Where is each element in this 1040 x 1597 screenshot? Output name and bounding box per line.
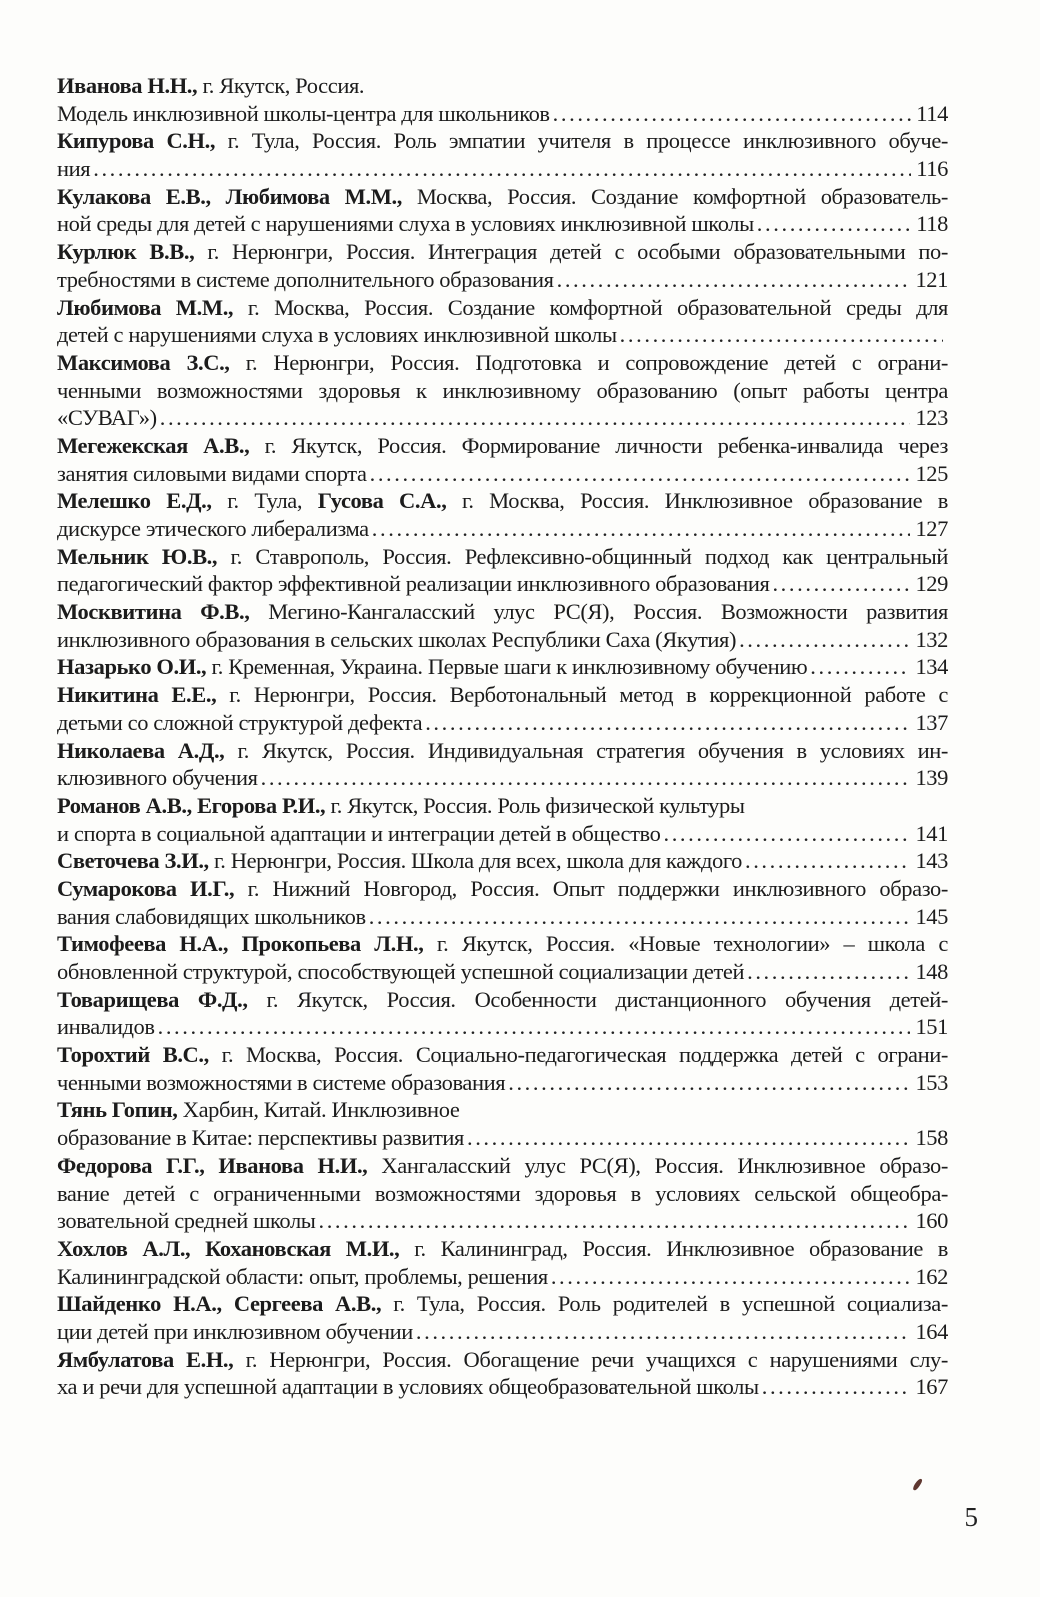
author-name: Федорова Г.Г., Иванова Н.И., (57, 1152, 368, 1178)
entry-text: г. Нерюнгри, Россия. Школа для всех, школа для каждого (208, 848, 742, 874)
dot-leader (553, 100, 912, 128)
dot-leader (745, 847, 910, 875)
entry-text: г. Нерюнгри, Россия. Верботональный метод в коррекционной работе с (216, 682, 948, 708)
toc-page-ref: 121 (915, 266, 948, 292)
toc-line (57, 404, 948, 432)
entry-text: Мегино-Кангаласский улус РС(Я), Россия. Возможности развития (249, 599, 948, 625)
toc-line-text (57, 1263, 548, 1291)
toc-line-text (57, 570, 769, 598)
toc-line (57, 986, 948, 1014)
toc-page-ref: 134 (915, 654, 948, 680)
entry-text: «СУВАГ») (57, 405, 157, 431)
author-name: Мелешко Е.Д., (57, 488, 212, 514)
table-of-contents (57, 72, 948, 1401)
toc-line (57, 570, 948, 598)
toc-line-text (57, 1124, 464, 1152)
toc-line (57, 155, 948, 183)
toc-line-text (57, 488, 948, 513)
entry-text: г. Нижний Новгород, Россия. Опыт поддержки инклюзивного образо- (234, 875, 948, 901)
toc-line (57, 903, 948, 931)
toc-line-text (57, 1318, 413, 1346)
entry-text: занятия силовыми видами спорта (57, 460, 367, 486)
toc-line-text (57, 653, 807, 681)
entry-text: ния (57, 156, 91, 182)
toc-page-ref: 145 (915, 903, 948, 929)
toc-line-text (57, 626, 736, 654)
toc-line (57, 238, 948, 266)
toc-line-text (57, 128, 948, 153)
toc-line (57, 737, 948, 765)
toc-line (57, 127, 948, 155)
entry-text: дискурсе этического либерализма (57, 516, 369, 541)
toc-page-ref: 116 (916, 156, 948, 182)
toc-line-text (57, 210, 754, 238)
toc-line-text (57, 682, 948, 707)
toc-line-text (57, 1013, 155, 1041)
entry-text: г. Якутск, Россия. «Новые технологии» – школа с (423, 931, 948, 957)
toc-page-ref: 137 (915, 709, 948, 735)
dot-leader (739, 626, 910, 654)
dot-leader (416, 1318, 911, 1346)
toc-line (57, 1346, 948, 1374)
toc-line-text (57, 1347, 948, 1372)
entry-text: обновленной структурой, способствующей успешной социализации детей (57, 959, 745, 984)
toc-line-text (57, 1373, 759, 1401)
page-number: 5 (964, 1502, 978, 1532)
dot-leader (93, 155, 911, 183)
toc-line (57, 681, 948, 709)
toc-line-text (57, 1069, 505, 1097)
toc-line (57, 626, 948, 654)
dot-leader (372, 515, 911, 543)
toc-line-text (57, 460, 367, 488)
entry-text: г. Якутск, Россия. Особенности дистанционного обучения детей- (247, 986, 948, 1012)
entry-text: требностями в системе дополнительного образования (57, 266, 554, 292)
toc-line-text (57, 515, 369, 543)
entry-text: г. Нерюнгри, Россия. Обогащение речи учащихся с нарушениями слу- (233, 1346, 948, 1372)
entry-text: детьми со сложной структурой дефекта (57, 709, 423, 735)
toc-line (57, 377, 948, 405)
entry-text: ченными возможностями здоровья к инклюзивному образованию (опыт работы центра (57, 377, 948, 403)
toc-line-text (57, 1181, 948, 1206)
entry-text: г. Якутск, Россия. (197, 73, 365, 98)
toc-line (57, 72, 948, 100)
entry-text: г. Якутск, Россия. Роль физической культуры (325, 792, 745, 818)
toc-line (57, 100, 948, 128)
toc-line (57, 930, 948, 958)
toc-line (57, 764, 948, 792)
toc-line (57, 432, 948, 460)
toc-line (57, 1152, 948, 1180)
entry-text: ции детей при инклюзивном обучении (57, 1318, 413, 1344)
toc-page-ref: 158 (915, 1125, 948, 1151)
entry-text: г. Кременная, Украина. Первые шаги к инклюзивному обучению (206, 654, 808, 680)
toc-line-text (57, 433, 948, 458)
author-name: Ямбулатова Е.Н., (57, 1346, 234, 1372)
toc-line-text (57, 987, 948, 1012)
entry-text: клюзивного обучения (57, 765, 258, 791)
toc-line (57, 709, 948, 737)
dot-leader (663, 820, 910, 848)
toc-page-ref: 164 (915, 1318, 948, 1344)
entry-text: г. Тула, Россия. Роль родителей в успешной социализа- (381, 1291, 948, 1317)
entry-text: и спорта в социальной адаптации и интеграции детей в общество (57, 820, 661, 846)
entry-text: г. Москва, Россия. Социально-педагогическая поддержка детей с ограни- (208, 1042, 948, 1068)
toc-line (57, 1180, 948, 1208)
toc-line-text (57, 73, 364, 98)
toc-line (57, 1207, 948, 1235)
toc-line (57, 1069, 948, 1097)
toc-page-ref: 118 (916, 211, 948, 237)
author-name: Гусова С.А., (317, 488, 447, 514)
entry-text: г. Ставрополь, Россия. Рефлексивно-общинный подход как центральный (217, 543, 948, 569)
toc-line-text (57, 1097, 459, 1122)
dot-leader (551, 1263, 911, 1291)
toc-line (57, 349, 948, 377)
toc-line-text (57, 184, 948, 209)
dot-leader (370, 460, 911, 488)
author-name: Курлюк В.В., (57, 239, 195, 265)
toc-line (57, 820, 948, 848)
author-name: Шайденко Н.А., Сергеева А.В., (57, 1291, 382, 1317)
entry-text: г. Тула, (211, 488, 318, 514)
toc-line-text (57, 544, 948, 569)
toc-page-ref: 162 (915, 1263, 948, 1289)
entry-text: образование в Китае: перспективы развития (57, 1125, 464, 1151)
author-name: Хохлов А.Л., Кохановская М.И., (57, 1235, 400, 1261)
toc-line-text (57, 295, 948, 320)
author-name: Кулакова Е.В., Любимова М.М., (57, 183, 402, 209)
dot-leader (508, 1069, 910, 1097)
toc-line-text (57, 738, 948, 763)
toc-line-text (57, 1042, 948, 1067)
toc-line (57, 1318, 948, 1346)
author-name: Москвитина Ф.В., (57, 599, 250, 625)
toc-line-text (57, 764, 258, 792)
toc-line (57, 460, 948, 488)
entry-text: Харбин, Китай. Инклюзивное (177, 1097, 460, 1123)
dot-leader (762, 1373, 911, 1401)
toc-line (57, 543, 948, 571)
entry-text: г. Калининград, Россия. Инклюзивное образование в (399, 1235, 948, 1261)
dot-leader (557, 266, 911, 294)
toc-line-text (57, 820, 660, 848)
toc-line (57, 875, 948, 903)
toc-line-text (57, 876, 948, 901)
dot-leader (772, 570, 910, 598)
entry-text: вание детей с ограниченными возможностями здоровья в условиях сельской общеобра- (57, 1180, 948, 1206)
toc-page-ref: 148 (915, 959, 948, 984)
toc-line (57, 1124, 948, 1152)
author-name: Мельник Ю.В., (57, 543, 218, 569)
dot-leader (747, 958, 910, 986)
author-name: Тимофеева Н.А., Прокопьева Л.Н., (57, 931, 424, 957)
toc-line (57, 1235, 948, 1263)
entry-text: педагогический фактор эффективной реализации инклюзивного образования (57, 571, 770, 597)
dot-leader (158, 1013, 911, 1041)
toc-line (57, 487, 948, 515)
toc-line-text (57, 239, 948, 264)
toc-page-ref: 125 (915, 460, 948, 486)
toc-page-ref: 132 (915, 626, 948, 652)
entry-text: ченными возможностями в системе образования (57, 1069, 506, 1095)
author-name: Торохтий В.С., (57, 1042, 209, 1068)
toc-line-text (57, 903, 366, 931)
entry-text: г. Москва, Россия. Создание комфортной образовательной среды для (233, 294, 948, 320)
toc-line-text (57, 599, 948, 624)
toc-line-text (57, 847, 742, 875)
entry-text: зовательной средней школы (57, 1208, 316, 1234)
toc-page-ref: 114 (916, 100, 948, 126)
toc-line (57, 1041, 948, 1069)
toc-line (57, 958, 948, 986)
toc-line (57, 515, 948, 543)
toc-line (57, 321, 948, 349)
dot-leader (160, 404, 911, 432)
entry-text: инвалидов (57, 1014, 155, 1040)
toc-line (57, 653, 948, 681)
toc-page-ref: 127 (915, 516, 948, 541)
entry-text: г. Тула, Россия. Роль эмпатии учителя в процессе инклюзивного обуче- (215, 128, 948, 154)
entry-text: г. Нерюнгри, Россия. Интеграция детей с особыми образовательными по- (194, 239, 948, 265)
dot-leader (369, 903, 911, 931)
toc-page-ref: 123 (915, 405, 948, 431)
entry-text: инклюзивного образования в сельских школах Республики Саха (Якутия) (57, 626, 737, 652)
author-name: Сумарокова И.Г., (57, 875, 235, 901)
entry-text: г. Якутск, Россия. Индивидуальная стратегия обучения в условиях ин- (224, 737, 948, 763)
toc-line (57, 210, 948, 238)
author-name: Светочева З.И., (57, 848, 209, 874)
toc-line (57, 183, 948, 211)
dot-leader (810, 653, 910, 681)
toc-line-text (57, 1153, 948, 1178)
entry-text: г. Москва, Россия. Инклюзивное образование в (446, 488, 948, 514)
toc-line-text (57, 321, 617, 349)
author-name: Тянь Гопин, (57, 1097, 178, 1123)
toc-line-text (57, 931, 948, 956)
toc-line (57, 294, 948, 322)
toc-page-ref: 143 (915, 848, 948, 874)
author-name: Николаева А.Д., (57, 737, 225, 763)
entry-text: вания слабовидящих школьников (57, 903, 366, 929)
author-name: Товарищева Ф.Д., (57, 986, 248, 1012)
dot-leader (318, 1207, 910, 1235)
toc-line-text (57, 100, 550, 128)
entry-text: Хангаласский улус РС(Я), Россия. Инклюзивное образо- (367, 1152, 948, 1178)
author-name: Иванова Н.Н., (57, 73, 198, 98)
author-name: Никитина Е.Е., (57, 682, 217, 708)
entry-text: Калининградской области: опыт, проблемы, решения (57, 1263, 548, 1289)
entry-text: Модель инклюзивной школы-центра для школьников (57, 100, 550, 126)
entry-text: Москва, Россия. Создание комфортной образователь- (401, 183, 948, 209)
toc-line-text (57, 155, 90, 183)
toc-line-text (57, 1236, 948, 1261)
dot-leader (757, 210, 911, 238)
toc-line (57, 1290, 948, 1318)
toc-line-text (57, 350, 948, 375)
author-name: Кипурова С.Н., (57, 128, 216, 154)
author-name: Мегежекская А.В., (57, 432, 250, 458)
toc-line-text (57, 404, 157, 432)
toc-line (57, 1096, 948, 1124)
toc-line (57, 792, 948, 820)
toc-line (57, 1013, 948, 1041)
toc-line-text (57, 793, 745, 818)
dot-leader (620, 321, 943, 349)
author-name: Любимова М.М., (57, 294, 234, 320)
toc-line-text (57, 266, 554, 294)
toc-page-ref: 153 (915, 1069, 948, 1095)
author-name: Назарько О.И., (57, 654, 207, 680)
ink-speck (912, 1478, 924, 1491)
toc-line (57, 266, 948, 294)
toc-page-ref: 151 (915, 1014, 948, 1040)
entry-text: г. Якутск, Россия. Формирование личности ребенка-инвалида через (249, 432, 948, 458)
toc-line (57, 1373, 948, 1401)
dot-leader (425, 709, 910, 737)
author-name: Максимова З.С., (57, 349, 230, 375)
toc-page-ref: 167 (915, 1374, 948, 1400)
entry-text: ной среды для детей с нарушениями слуха в условиях инклюзивной школы (57, 211, 754, 237)
author-name: Романов А.В., Егорова Р.И., (57, 792, 326, 818)
toc-line (57, 598, 948, 626)
entry-text: г. Нерюнгри, Россия. Подготовка и сопровождение детей с ограни- (229, 349, 948, 375)
dot-leader (467, 1124, 910, 1152)
toc-page-ref: 160 (915, 1208, 948, 1234)
entry-text: детей с нарушениями слуха в условиях инклюзивной школы (57, 322, 617, 348)
toc-line-text (57, 709, 422, 737)
toc-line-text (57, 1207, 315, 1235)
toc-page-ref: 129 (915, 571, 948, 597)
toc-page-ref: 141 (915, 820, 948, 846)
toc-line-text (57, 378, 948, 403)
toc-line-text (57, 1291, 948, 1316)
toc-page-ref: 139 (915, 765, 948, 791)
entry-text: ха и речи для успешной адаптации в условиях общеобразовательной школы (57, 1374, 759, 1400)
dot-leader (261, 764, 911, 792)
toc-line (57, 1263, 948, 1291)
toc-line-text (57, 958, 744, 986)
toc-line (57, 847, 948, 875)
